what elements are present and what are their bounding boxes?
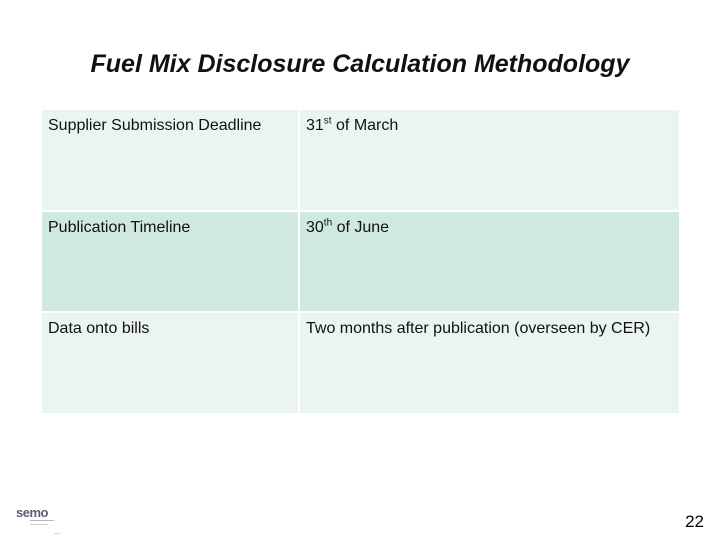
page-number: 22 [685,512,704,531]
table-row [42,212,679,312]
semo-logo [14,505,60,535]
value-ordinal-suffix: st [323,115,332,127]
value-number: 30 [306,218,324,236]
row-value [300,110,679,210]
logo-tagline-line [30,524,48,525]
logo-accent-line [54,533,60,534]
row-label: Publication Timeline [42,212,298,312]
row-label: Data onto bills [42,313,298,413]
table-row [42,313,679,413]
schedule-table [40,108,681,415]
table-row [42,110,679,210]
row-label: Supplier Submission Deadline [42,110,298,210]
value-text: of June [332,218,390,236]
logo-tagline-line [30,520,54,521]
row-value [300,313,679,413]
slide-title: Fuel Mix Disclosure Calculation Methodology [90,50,630,78]
logo-wordmark: semo [16,505,48,520]
value-text: of March [331,117,399,134]
row-value [300,212,679,312]
value-text: Two months after publication (overseen by CER) [306,320,651,338]
value-number: 31 [306,117,324,134]
value-ordinal-suffix: th [323,217,333,229]
